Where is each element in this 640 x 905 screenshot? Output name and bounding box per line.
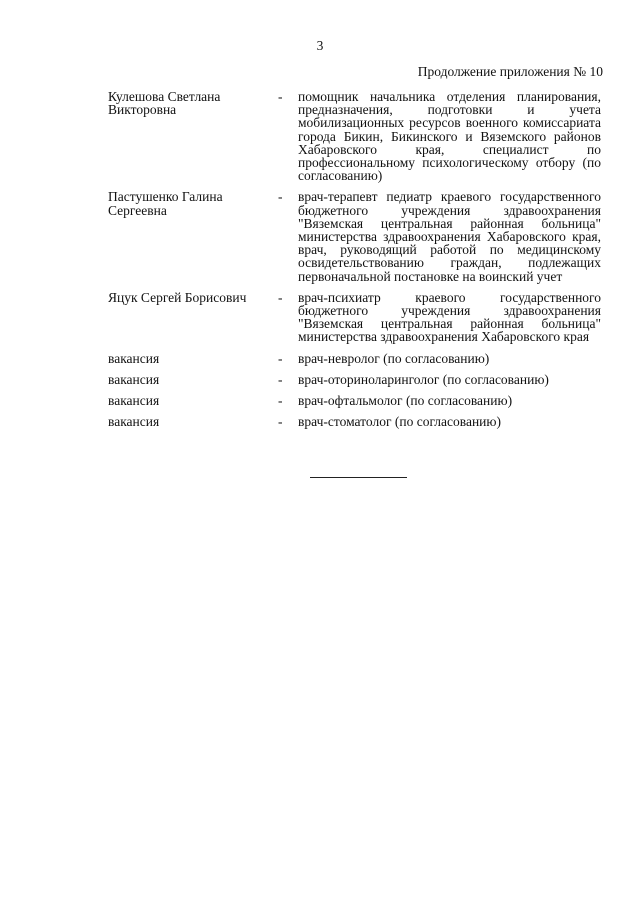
member-position: помощник начальника отделения планирования, предназначения, подготовки и учета мобилизационных ресурсов военного комиссариата города Бикин, Бикинского и Вяземского районов Хабаровского края, специалист по профессиональному психологическому отбору (по согласованию) — [298, 89, 601, 184]
member-row — [108, 394, 601, 407]
member-name: Пастушенко Галина Сергеевна — [108, 189, 223, 218]
member-name: Кулешова Светлана Викторовна — [108, 89, 221, 118]
member-name: вакансия — [108, 393, 160, 409]
dash-separator: - — [278, 89, 283, 104]
dash-separator: - — [278, 350, 283, 366]
member-position: врач-терапевт педиатр краевого государственного бюджетного учреждения здравоохранения "Вяземская центральная районная больница" министерства здравоохранения Хабаровского края, врач, руководящий работой по медицинскому освидетельствованию граждан, подлежащих первоначальной постановке на воинский учет — [298, 189, 601, 284]
member-position: врач-оториноларинголог (по согласованию) — [298, 371, 549, 387]
member-row — [108, 190, 601, 282]
member-position: врач-невролог (по согласованию) — [298, 350, 490, 366]
member-row — [108, 90, 601, 182]
member-row — [108, 352, 601, 365]
member-row — [108, 291, 601, 344]
member-position: врач-психиатр краевого государственного бюджетного учреждения здравоохранения "Вяземская центральная районная больница" министерства здравоохранения Хабаровского края — [298, 289, 601, 345]
dash-separator: - — [278, 393, 283, 409]
page-number: 3 — [316, 38, 324, 53]
member-name: вакансия — [108, 371, 160, 387]
member-position: врач-стоматолог (по согласованию) — [298, 414, 501, 430]
dash-separator: - — [278, 371, 283, 387]
commission-member-list — [108, 90, 601, 436]
dash-separator: - — [278, 414, 283, 430]
member-name: вакансия — [108, 350, 160, 366]
member-name: вакансия — [108, 414, 160, 430]
dash-separator: - — [278, 289, 283, 305]
continuation-header: Продолжение приложения № 10 — [417, 64, 603, 79]
member-row — [108, 415, 601, 428]
closing-rule — [310, 477, 407, 478]
member-row — [108, 373, 601, 386]
member-position: врач-офтальмолог (по согласованию) — [298, 393, 513, 409]
member-name: Яцук Сергей Борисович — [108, 289, 247, 305]
dash-separator: - — [278, 189, 283, 205]
